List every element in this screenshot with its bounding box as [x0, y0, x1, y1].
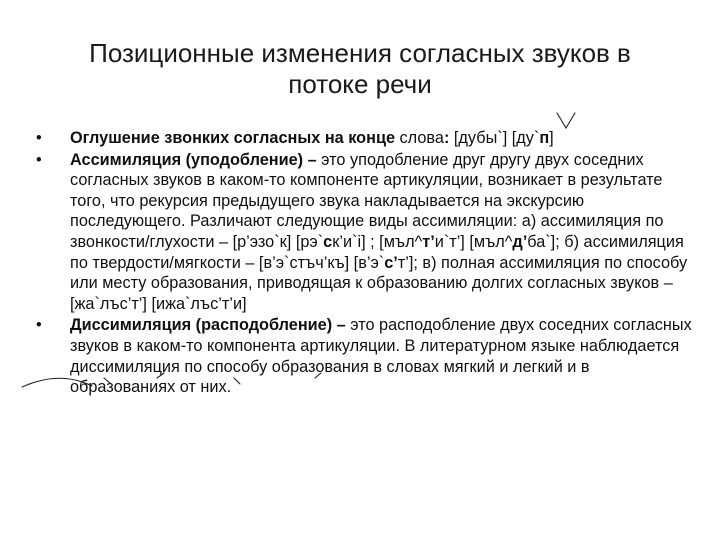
list-item-devoicing — [32, 128, 692, 149]
bullet-list — [32, 128, 692, 399]
list-item-dissimilation — [32, 315, 692, 397]
highlighted-sound: п — [539, 129, 550, 147]
bullet-icon: • — [36, 150, 42, 169]
highlighted-sound: т’ — [422, 232, 435, 251]
highlighted-sound: с’ — [384, 253, 398, 272]
title-line-1: Позиционные изменения согласных звуков в — [89, 38, 631, 68]
item-text: слова — [395, 129, 444, 147]
stress-check-mark — [557, 113, 575, 128]
term-assimilation: Ассимиляция (уподобление) – — [70, 150, 317, 169]
item-text: к’и`і] ; [мъл^ — [332, 232, 423, 251]
item-text: ба`]; б) ассимиляция по твердости/мягкости – [в’э`стъч’къ] [в’э` — [70, 232, 684, 272]
item-text: и`т’] [мъл^ — [434, 232, 513, 251]
item-text: это уподобление друг другу двух соседних согласных звуков в каком-то компоненте артикуляции, возникает в результате того, что рекурсия предыдущего звука накладывается на экскурсию последующего. Различают следующие виды ассимиляции: а) ассимиляция по звонкости/глухости – [р’эзо`к] [рэ` — [70, 150, 664, 251]
bullet-icon: • — [36, 316, 42, 335]
term-devoicing: Оглушение звонких согласных на конце — [70, 129, 396, 147]
slide-title — [40, 38, 680, 100]
item-text: т’]; в) полная ассимиляция по способу или месту образования, приводящая к образованию долгих согласных звуков – [жа`лъс’т’] [ижа`лъс’т’и] — [70, 253, 688, 313]
list-item-assimilation — [32, 150, 692, 315]
bullet-icon: • — [36, 129, 42, 147]
highlighted-sound: с — [323, 232, 333, 251]
item-text: ] — [549, 129, 554, 147]
title-line-2: потоке речи — [288, 69, 432, 99]
colon-mark: : — [443, 129, 450, 147]
item-text: [дубы`] [ду` — [449, 129, 540, 147]
item-text: это расподобление двух соседних согласных звуков в каком-то компонента артикуляции. В литературном языке наблюдается диссимиляция по способу образования в словах мягкий и легкий и в образованиях от них. — [70, 316, 692, 397]
highlighted-sound: д’ — [512, 232, 528, 251]
term-dissimilation: Диссимиляция (расподобление) – — [70, 316, 346, 335]
